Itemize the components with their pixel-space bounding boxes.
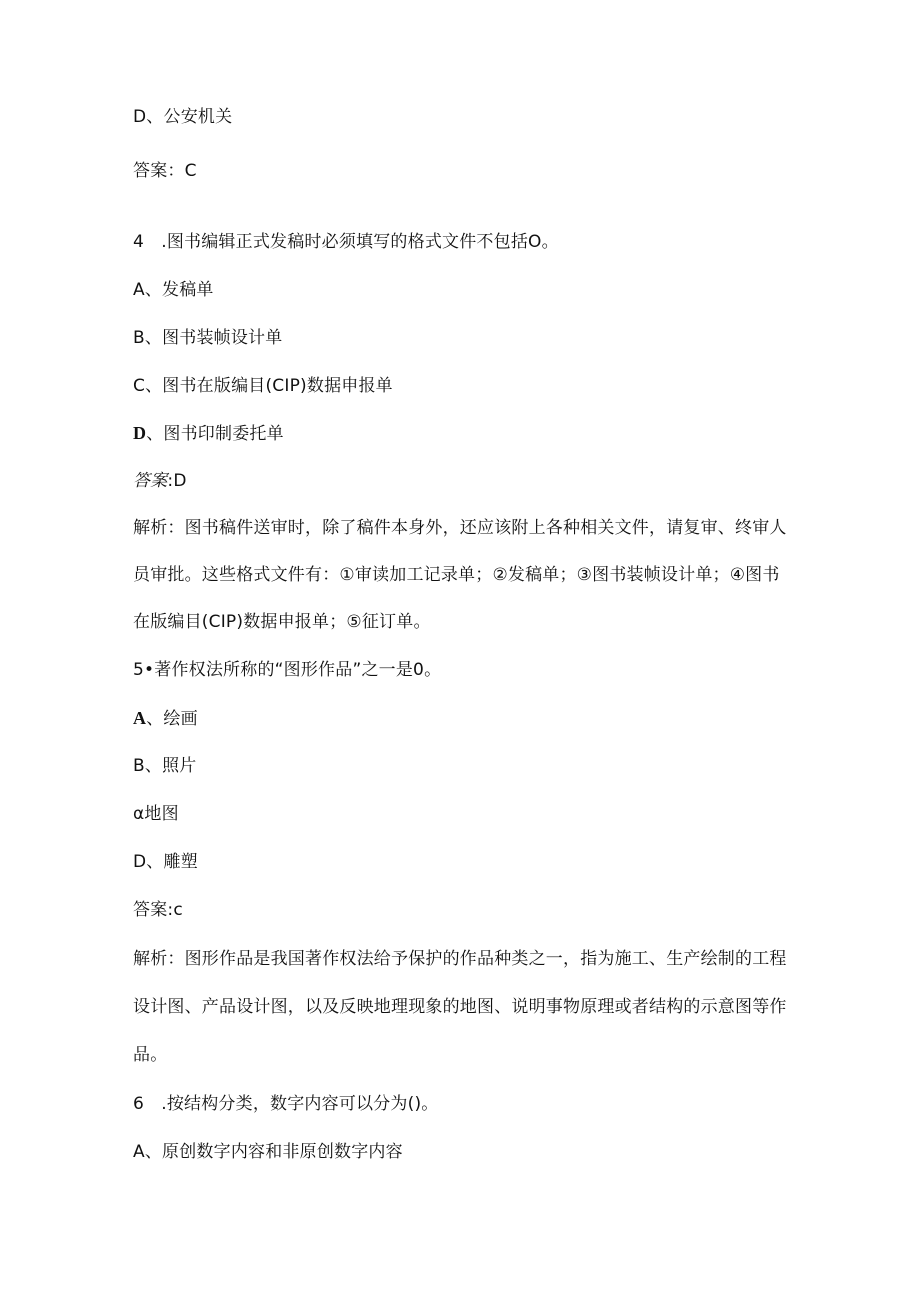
q5-option-d: D、雕塑 <box>133 852 198 872</box>
q3-answer: 答案：C <box>133 161 197 181</box>
q5-option-a-letter: A <box>133 708 147 728</box>
q4-option-d-letter: D <box>133 423 147 443</box>
q4-option-b: B、图书装帧设计单 <box>133 328 283 348</box>
q4-answer-prefix: 答案 <box>133 471 168 491</box>
q4-option-d-text: 、图书印制委托单 <box>146 424 284 444</box>
q5-option-c: α地图 <box>133 804 179 824</box>
q4-option-a: A、发稿单 <box>133 280 214 300</box>
q5-answer: 答案:c <box>133 900 183 920</box>
q5-explanation-line-2: 设计图、产品设计图，以及反映地理现象的地图、说明事物原理或者结构的示意图等作 <box>133 997 787 1017</box>
q5-explanation-line-3: 品。 <box>133 1045 168 1065</box>
q4-explanation-line-1: 解析：图书稿件送审时，除了稿件本身外，还应该附上各种相关文件，请复审、终审人 <box>133 518 787 538</box>
q4-answer-value: :D <box>167 471 187 491</box>
q6-stem: 6 .按结构分类，数字内容可以分为()。 <box>133 1094 439 1114</box>
q4-explanation-line-2: 员审批。这些格式文件有：①审读加工记录单；②发稿单；③图书装帧设计单；④图书 <box>133 565 780 585</box>
q5-explanation-line-1: 解析：图形作品是我国著作权法给予保护的作品种类之一，指为施工、生产绘制的工程 <box>133 949 787 969</box>
q4-option-c: C、图书在版编目(CIP)数据申报单 <box>133 376 393 396</box>
q6-option-a: A、原创数字内容和非原创数字内容 <box>133 1142 403 1162</box>
q5-option-b: B、照片 <box>133 756 197 776</box>
q4-stem: 4 .图书编辑正式发稿时必须填写的格式文件不包括O。 <box>133 232 559 252</box>
q5-option-a <box>133 707 198 730</box>
q4-option-d <box>133 422 284 445</box>
q3-option-d: D、公安机关 <box>133 107 233 127</box>
q5-stem: 5•著作权法所称的“图形作品”之一是0。 <box>133 660 442 680</box>
q4-explanation-line-3: 在版编目(CIP)数据申报单；⑤征订单。 <box>133 612 431 632</box>
q5-option-a-text: 、绘画 <box>146 709 198 729</box>
q4-answer <box>133 470 187 492</box>
